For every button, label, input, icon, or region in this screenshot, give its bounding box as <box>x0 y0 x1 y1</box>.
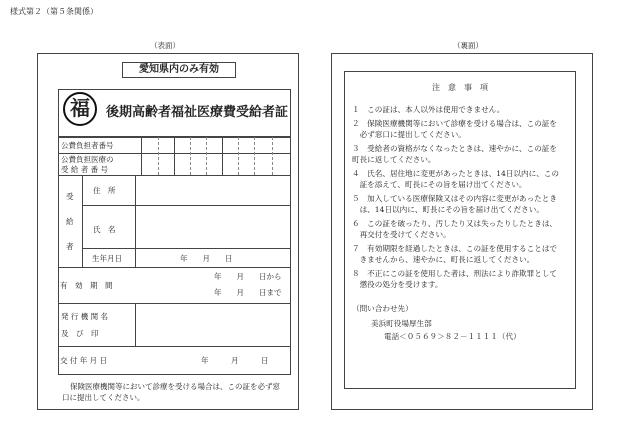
issuer-label-1: 発 行 機 関 名 <box>61 312 109 321</box>
card-title: 後期高齢者福祉医療費受給者証 <box>106 105 289 120</box>
front-footer-note-2: 口に提出してください。 <box>62 393 145 402</box>
notice-line: ２ 保険医療機関等において診療を受ける場合は、この証を <box>352 119 558 128</box>
notice-line: 証を添えて、町長にその旨を届け出てください。 <box>352 180 527 189</box>
notice-line: ８ 不正にこの証を使用した者は、刑法により詐欺罪として <box>352 269 558 278</box>
validity-period-from: 年 月 日から <box>214 272 282 281</box>
validity-period-label: 有 効 期 間 <box>60 281 113 290</box>
notice-line: ３ 受給者の資格がなくなったときは、速やかに、この証を <box>352 144 558 153</box>
notice-line: ４ 氏名、居住地に変更があったときは、14日以内に、この <box>352 169 560 178</box>
back-caption: （裏面） <box>453 41 483 50</box>
recipient-number-label-2: 受 給 者 番 号 <box>61 165 109 174</box>
recipient-char-1: 受 <box>66 192 74 201</box>
contact-office: 美浜町役場厚生部 <box>371 319 432 328</box>
contact-phone: 電話＜０５６９＞８２－１１１１（代） <box>384 332 521 341</box>
issuer-label-2: 及 び 印 <box>61 329 99 338</box>
payer-number-label: 公費負担者番号 <box>61 141 114 150</box>
recipient-char-3: 者 <box>66 242 74 251</box>
front-footer-note-1: 保険医療機関等において診療を受ける場合は、この証を必ず窓 <box>70 382 280 391</box>
notice-line: 懲役の処分を受けます。 <box>352 280 443 289</box>
validity-period-to: 年 月 日まで <box>214 288 282 297</box>
birthdate-value: 年 月 日 <box>180 254 233 263</box>
birthdate-label: 生年月日 <box>92 254 122 263</box>
issue-date-label: 交 付 年 月 日 <box>60 356 108 365</box>
notice-line: ６ この証を破ったり、汚したり又は失ったりしたときは、 <box>352 219 558 228</box>
notice-line: ７ 有効期限を経過したときは、この証を使用することはで <box>352 244 558 253</box>
recipient-char-2: 給 <box>66 217 74 226</box>
notice-line: １ この証は、本人以外は使用できません。 <box>352 105 505 114</box>
notice-line: は、14日以内に、町長にその旨を届け出てください。 <box>352 205 544 214</box>
notice-line: きませんから、速やかに、町長に返してください。 <box>352 255 535 264</box>
validity-text: 愛知県内のみ有効 <box>139 64 219 75</box>
form-number: 様式第２（第５条関係） <box>10 7 98 16</box>
emblem-char: 福 <box>70 96 90 120</box>
recipient-number-label-1: 公費負担医療の <box>61 155 114 164</box>
contact-label: （問い合わせ先） <box>352 304 413 313</box>
address-label: 住 所 <box>93 186 116 195</box>
notice-line: 再交付を受けてください。 <box>352 230 451 239</box>
notice-title: 注 意 事 項 <box>432 83 488 92</box>
notice-line: 町長に返してください。 <box>352 155 436 164</box>
notice-line: 必ず窓口に提出してください。 <box>352 130 466 139</box>
issue-date-value: 年 月 日 <box>201 356 269 365</box>
front-caption: （表面） <box>150 41 180 50</box>
name-label: 氏 名 <box>93 225 116 234</box>
notice-line: ５ 加入している医療保険又はその内容に変更があったとき <box>352 194 557 203</box>
